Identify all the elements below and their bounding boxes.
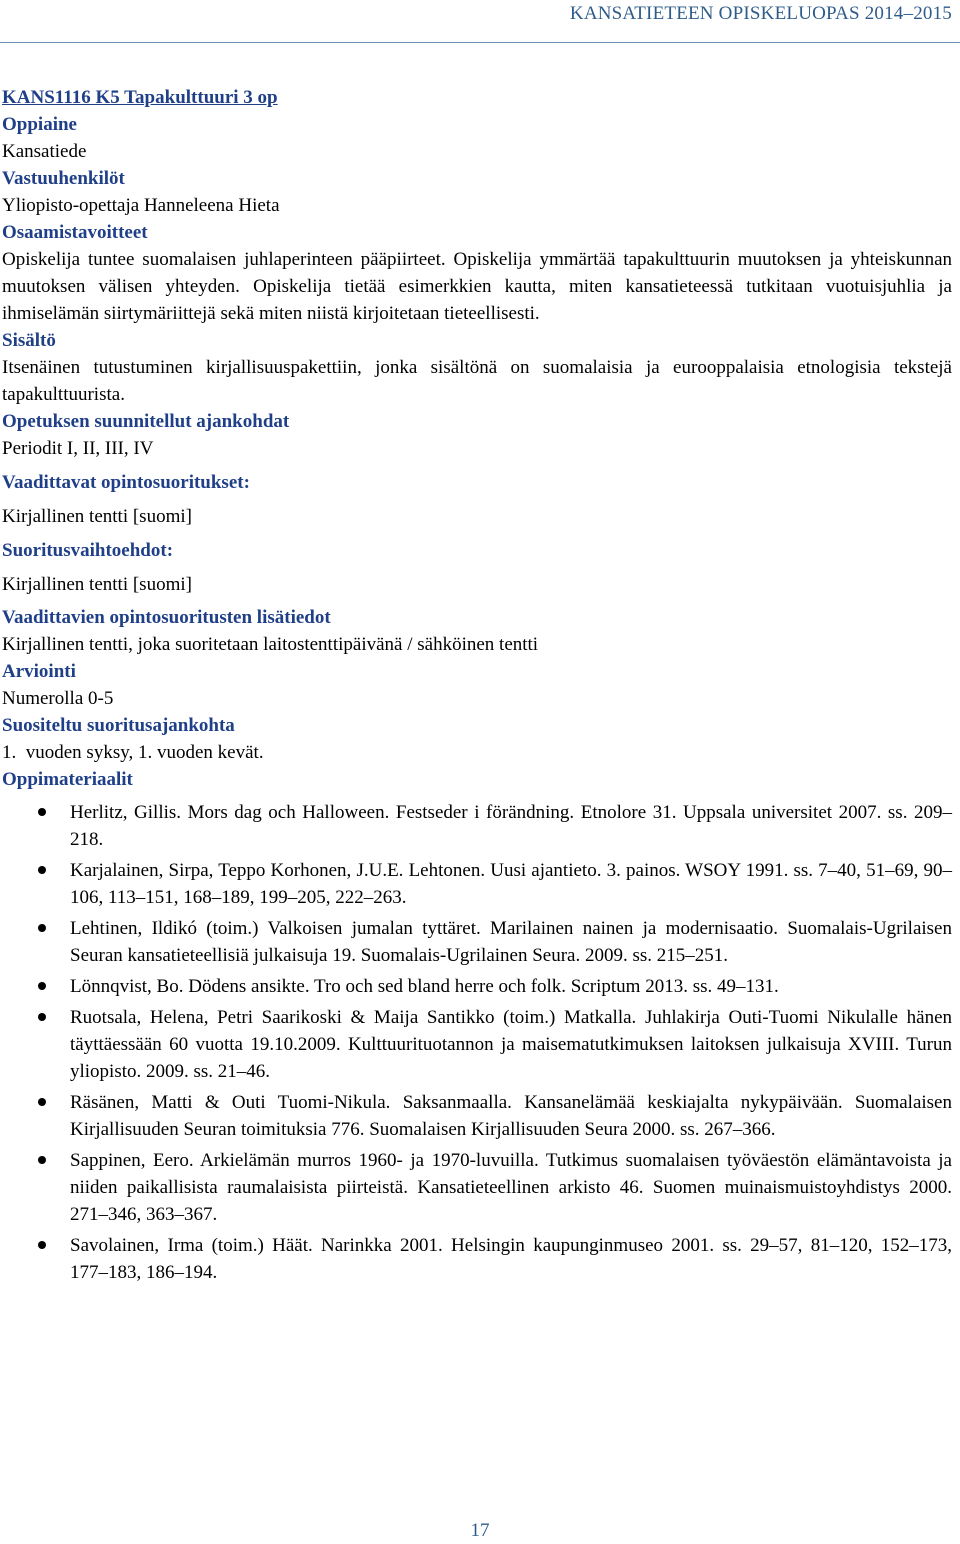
sisalto-value: Itsenäinen tutustuminen kirjallisuuspakettiin, jonka sisältönä on suomalaisia ja eurooppalaisia etnologisia tekstejä tapakulttuurista. [2,357,952,405]
running-header: KANSATIETEEN OPISKELUOPAS 2014–2015 [569,3,952,24]
bullet-icon [38,982,46,990]
bullet-icon [38,924,46,932]
suoritusvaihtoehdot-value: Kirjallinen tentti [suomi] [2,574,192,595]
bib-entry-text: Sappinen, Eero. Arkielämän murros 1960- ja 1970-luvuilla. Tutkimus suomalaisen työväestön elämäntavoista ja niiden paikallisista raumalaisista piirteistä. Kansatieteellinen arkisto 46. Suomen muinaismuistoyhdistys 2000. 271–346, 363–367. [70,1150,952,1225]
osaamistavoitteet-label: Osaamistavoitteet [2,222,148,243]
bib-entry-text: Savolainen, Irma (toim.) Häät. Narinkka 2001. Helsingin kaupunginmuseo 2001. ss. 29–57, 81–120, 152–173, 177–183, 186–194. [70,1235,952,1283]
oppimateriaalit-list [2,799,952,1286]
arviointi-value: Numerolla 0-5 [2,688,114,709]
bullet-icon [38,1013,46,1021]
arviointi-label: Arviointi [2,661,76,682]
list-item [2,857,952,911]
bib-entry-text: Lönnqvist, Bo. Dödens ansikte. Tro och sed bland herre och folk. Scriptum 2013. ss. 49–131. [70,976,779,997]
vaadittavat-value: Kirjallinen tentti [suomi] [2,506,192,527]
suositeltu-value: 1. vuoden syksy, 1. vuoden kevät. [2,742,264,763]
bullet-icon [38,866,46,874]
header-divider [0,42,960,43]
list-item [2,915,952,969]
bib-entry-text: Herlitz, Gillis. Mors dag och Halloween. Festseder i förändning. Etnolore 31. Uppsala universitet 2007. ss. 209–218. [70,802,952,850]
bib-entry-text: Räsänen, Matti & Outi Tuomi-Nikula. Saksanmaalla. Kansanelämää keskiajalta nykypäivään. Suomalaisen Kirjallisuuden Seuran toimituksia 776. Suomalaisen Kirjallisuuden Seura 2000. ss. 267–366. [70,1092,952,1140]
bullet-icon [38,1156,46,1164]
suositeltu-label: Suositeltu suoritusajankohta [2,715,235,736]
bullet-icon [38,1098,46,1106]
course-description [2,84,952,1290]
bib-entry-text: Karjalainen, Sirpa, Teppo Korhonen, J.U.E. Lehtonen. Uusi ajantieto. 3. painos. WSOY 1991. ss. 7–40, 51–69, 90–106, 113–151, 168–189, 199–205, 222–263. [70,860,952,908]
bib-entry-text: Lehtinen, Ildikó (toim.) Valkoisen jumalan tyttäret. Marilainen nainen ja modernisaatio. Suomalais-Ugrilaisen Seuran kansatieteellisiä julkaisuja 19. Suomalais-Ugrilainen Seura. 2009. ss. 215–251. [70,918,952,966]
oppiaine-label: Oppiaine [2,114,77,135]
bullet-icon [38,1241,46,1249]
vaadittavat-label: Vaadittavat opintosuoritukset: [2,472,250,493]
list-item [2,1232,952,1286]
vastuuhenkilot-value: Yliopisto-opettaja Hanneleena Hieta [2,195,280,216]
bullet-icon [38,808,46,816]
oppimateriaalit-label: Oppimateriaalit [2,769,133,790]
list-item [2,799,952,853]
list-item [2,1147,952,1228]
page-number: 17 [470,1520,490,1541]
list-item [2,1004,952,1085]
lisatiedot-label: Vaadittavien opintosuoritusten lisätiedot [2,607,331,628]
bib-entry-text: Ruotsala, Helena, Petri Saarikoski & Maija Santikko (toim.) Matkalla. Juhlakirja Outi-Tuomi Nikulalle hänen täyttäessään 60 vuotta 19.10.2009. Kulttuurituotannon ja maisematutkimuksen laitoksen julkaisuja XVIII. Turun yliopisto. 2009. ss. 21–46. [70,1007,952,1082]
ajankohdat-label: Opetuksen suunnitellut ajankohdat [2,411,290,432]
sisalto-label: Sisältö [2,330,56,351]
suoritusvaihtoehdot-label: Suoritusvaihtoehdot: [2,540,174,561]
list-item [2,973,952,1000]
osaamistavoitteet-value: Opiskelija tuntee suomalaisen juhlaperinteen pääpiirteet. Opiskelija ymmärtää tapakulttuurin muutoksen ja yhteiskunnan muutoksen välisen yhteyden. Opiskelija tietää esimerkkien kautta, miten kansatieteessä tutkitaan vuotuisjuhlia ja ihmiselämän siirtymäriittejä sekä miten niistä kirjoitetaan tieteellisesti. [2,249,952,324]
oppiaine-value: Kansatiede [2,141,87,162]
lisatiedot-value: Kirjallinen tentti, joka suoritetaan laitostenttipäivänä / sähköinen tentti [2,634,539,655]
vastuuhenkilot-label: Vastuuhenkilöt [2,168,125,189]
list-item [2,1089,952,1143]
course-title-link[interactable]: KANS1116 K5 Tapakulttuuri 3 op [2,87,278,108]
ajankohdat-value: Periodit I, II, III, IV [2,438,154,459]
